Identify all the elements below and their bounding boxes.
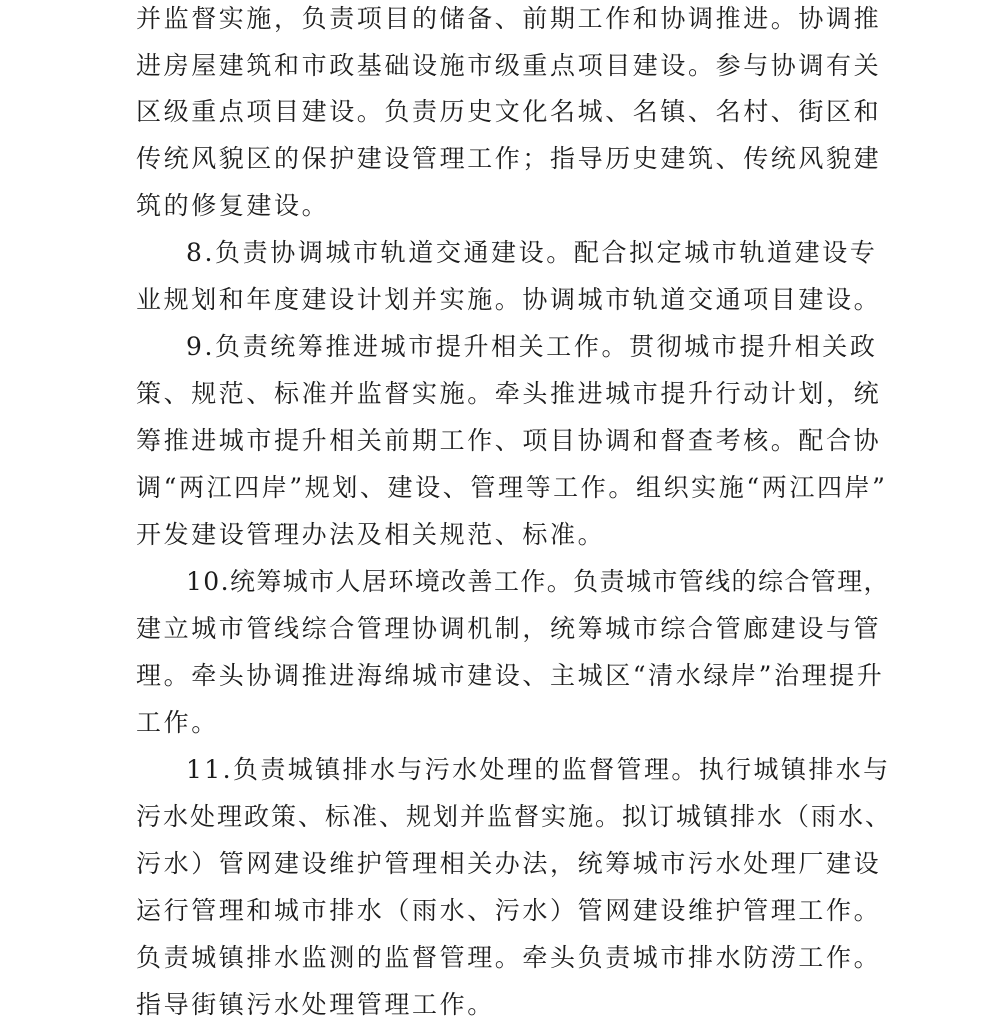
paragraph-9-start: 9.负责统筹推进城市提升相关工作。贯彻城市提升相关政	[186, 332, 878, 361]
text-line: 区级重点项目建设。负责历史文化名城、名镇、名村、街区和	[136, 97, 882, 126]
text-line: 工作。	[136, 708, 219, 737]
text-line: 开发建设管理办法及相关规范、标准。	[136, 520, 606, 549]
text-line: 运行管理和城市排水（雨水、污水）管网建设维护管理工作。	[136, 896, 882, 925]
text-line: 策、规范、标准并监督实施。牵头推进城市提升行动计划，统	[136, 379, 882, 408]
text-line: 传统风貌区的保护建设管理工作；指导历史建筑、传统风貌建	[136, 144, 882, 173]
text-line: 调“两江四岸”规划、建设、管理等工作。组织实施“两江四岸”	[136, 473, 888, 502]
text-line: 筑的修复建设。	[136, 191, 330, 220]
paragraph-8-start: 8.负责协调城市轨道交通建设。配合拟定城市轨道建设专	[186, 238, 878, 267]
text-line: 污水）管网建设维护管理相关办法，统筹城市污水处理厂建设	[136, 849, 882, 878]
text-line: 并监督实施，负责项目的储备、前期工作和协调推进。协调推	[136, 4, 882, 33]
text-line: 建立城市管线综合管理协调机制，统筹城市综合管廊建设与管	[136, 614, 882, 643]
text-line: 污水处理政策、标准、规划并监督实施。拟订城镇排水（雨水、	[136, 802, 893, 831]
text-line: 筹推进城市提升相关前期工作、项目协调和督查考核。配合协	[136, 426, 882, 455]
text-line: 理。牵头协调推进海绵城市建设、主城区“清水绿岸”治理提升	[136, 661, 885, 690]
paragraph-11-start: 11.负责城镇排水与污水处理的监督管理。执行城镇排水与	[186, 755, 891, 784]
text-line: 负责城镇排水监测的监督管理。牵头负责城市排水防涝工作。	[136, 943, 882, 972]
text-line: 指导街镇污水处理管理工作。	[136, 990, 495, 1019]
paragraph-10-start: 10.统筹城市人居环境改善工作。负责城市管线的综合管理，	[186, 567, 890, 596]
text-line: 进房屋建筑和市政基础设施市级重点项目建设。参与协调有关	[136, 51, 882, 80]
text-line: 业规划和年度建设计划并实施。协调城市轨道交通项目建设。	[136, 285, 882, 314]
